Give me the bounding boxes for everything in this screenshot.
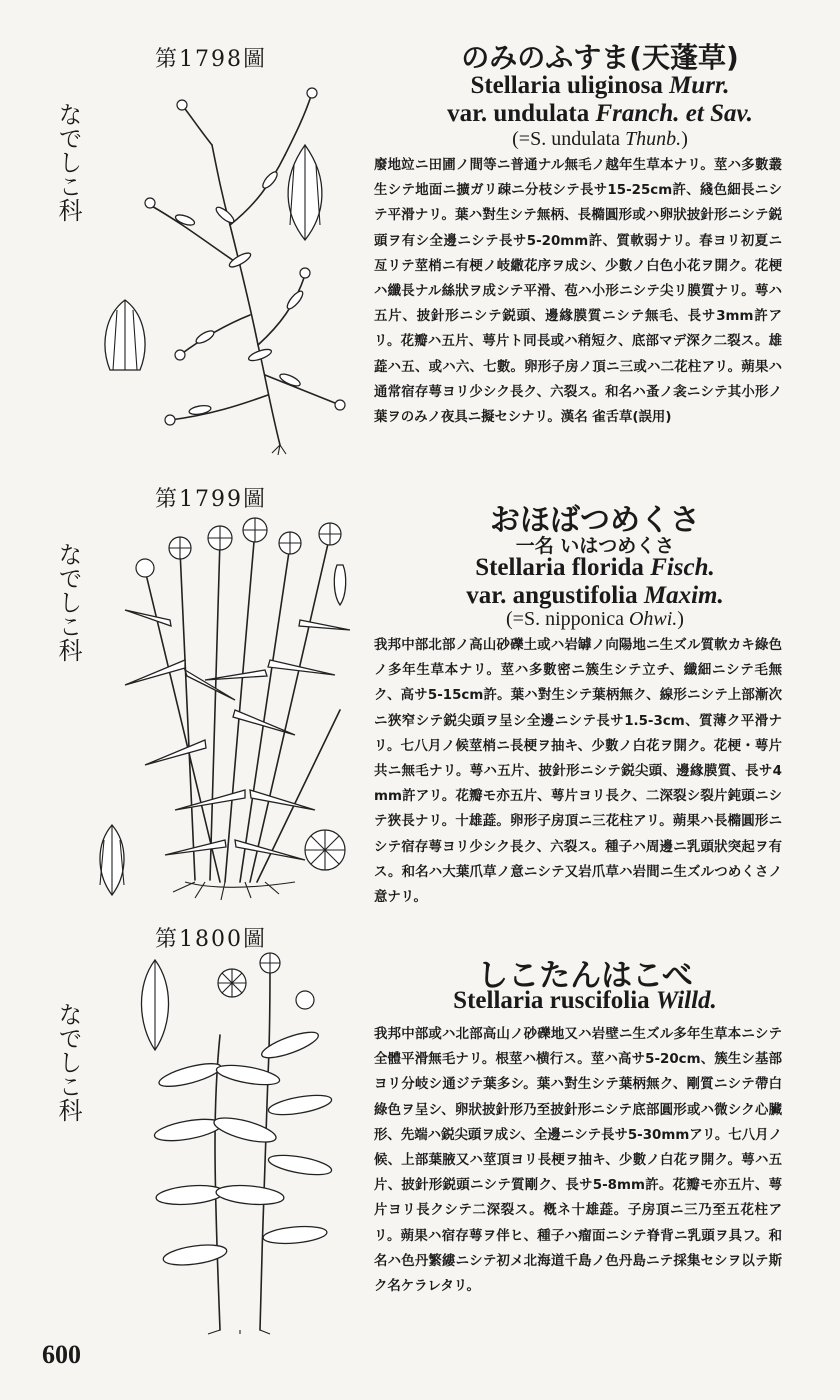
scientific-name-line2: var. undulata Franch. et Sav. [447,100,753,127]
description-text: 我邦中部北部ノ高山砂礫土或ハ岩罅ノ向陽地ニ生ズル質軟カキ綠色ノ多年生草本ナリ。莖ハ多數密ニ簇生シテ立チ、纖細ニシテ毛無ク、高サ5-15cm許。葉ハ對生シテ葉柄無ク、線形ニシテ上部漸次ニ狹窄シテ鋭尖頭ヲ呈シ全邊ニシテ長サ1.5-3cm、質薄ク平滑ナリ。七八月ノ候莖梢ニ長梗ヲ抽キ、少數ノ白花ヲ開ク。花梗・萼片共ニ無毛ナリ。萼ハ五片、披針形ニシテ鋭尖頭、邊緣膜質、長サ4mm許アリ。花瓣モ亦五片、萼片ヨリ長ク、二深裂シ裂片鈍頭ニシテ狹長ナリ。十雄蕋。卵形子房頂ニ三花柱アリ。蒴果ハ長橢圓形ニシテ宿存萼ヨリ少シク長ク、六裂ス。種子ハ周邊ニ乳頭狀突起ヲ有ス。和名ハ大葉爪草ノ意ニシテ又岩爪草ハ岩間ニ生ズルつめくさノ意ナリ。 [374,638,782,906]
title-jp: しこたんはこべ [477,958,693,994]
scientific-name-line1: Stellaria florida Fisch. [475,554,715,581]
figure-label: 第1798圖 [155,47,267,72]
scientific-name-line1: Stellaria ruscifolia Willd. [453,987,717,1014]
description-text: 我邦中部或ハ北部高山ノ砂礫地又ハ岩壁ニ生ズル多年生草本ニシテ全體平滑無毛ナリ。根莖ハ横行ス。莖ハ高サ5-20cm、簇生シ基部ヨリ分岐シ通ジテ葉多シ。葉ハ對生シテ葉柄無ク、剛質ニシテ帶白綠色ヲ呈シ、卵狀披針形乃至披針形ニシテ底部圓形或ハ微シク心臟形、先端ハ鋭尖頭ヲ成シ、全邊ニシテ長サ5-30mmアリ。七八月ノ候、上部葉腋又ハ莖頂ヨリ長梗ヲ抽キ、少數ノ白花ヲ開ク。萼ハ五片、披針形鋭頭ニシテ質剛ク、長サ5-8mm許。花瓣モ亦五片、萼片ヨリ長クシテ二深裂ス。槪ネ十雄蕋。子房頂ニ三乃至五花柱アリ。蒴果ハ宿存萼ヲ伴ヒ、種子ハ瘤面ニシテ脊背ニ乳頭ヲ具フ。和名ハ色丹繁縷ニシテ初メ北海道千島ノ色丹島ニテ採集セシヲ以テ斯ク名ケラレタリ。 [374,1027,782,1295]
title-jp: のみのふすま(天蓬草) [461,41,739,74]
alternate-name: 一名 いはつめくさ [515,535,675,557]
synonym: (=S. nipponica Ohwi.) [506,608,684,630]
plant-illustration-1798 [90,75,350,455]
figure-label: 第1800圖 [155,927,267,952]
capsule-detail-1798 [95,290,155,380]
scientific-name-line2: var. angustifolia Maxim. [466,582,724,609]
flower-detail-1799 [92,820,132,900]
petal-detail-1799 [325,560,355,610]
figure-label: 第1799圖 [155,487,267,512]
title-jp: おほばつめくさ [490,503,700,538]
family-label: なでしこ科 [54,102,82,222]
flower-head-detail-1799 [295,820,355,890]
description-text: 廢地竝ニ田圃ノ間等ニ普通ナル無毛ノ越年生草本ナリ。莖ハ多數叢生シテ地面ニ擴ガリ疎ニ分枝シテ長サ15-25cm許、綫色細長ニシテ平滑ナリ。葉ハ對生シテ無柄、長橢圓形或ハ卵狀披針形ニシテ鋭頭ヲ有シ全邊ニシテ長サ5-20mm許、質軟弱ナリ。春ヨリ初夏ニ亙リテ莖梢ニ有梗ノ岐繖花序ヲ成シ、少數ノ白色小花ヲ開ク。花梗ハ纖長ナル絲狀ヲ成シテ平滑、苞ハ小形ニシテ尖リ膜質ナリ。萼ハ五片、披針形ニシテ鋭頭、邊緣膜質ニシテ無毛、長サ3mm許アリ。花瓣ハ五片、萼片ト同長或ハ稍短ク、底部マデ深ク二裂ス。雄蕋ハ五、或ハ六、七數。卵形子房ノ頂ニ三或ハ二花柱アリ。蒴果ハ通常宿存萼ヨリ少シク長ク、六裂ス。和名ハ蚤ノ衾ニシテ其小形ノ葉ヲのみノ夜具ニ擬セシナリ。漢名 雀舌草(誤用) [374,158,782,426]
page-number: 600 [42,1340,81,1369]
leaf-detail-1800 [130,955,180,1055]
family-label: なでしこ科 [54,1002,82,1122]
family-label: なでしこ科 [54,542,82,662]
synonym: (=S. undulata Thunb.) [512,128,688,150]
scientific-name-line1: Stellaria uliginosa Murr. [470,72,730,99]
flower-detail-1798 [270,135,340,245]
